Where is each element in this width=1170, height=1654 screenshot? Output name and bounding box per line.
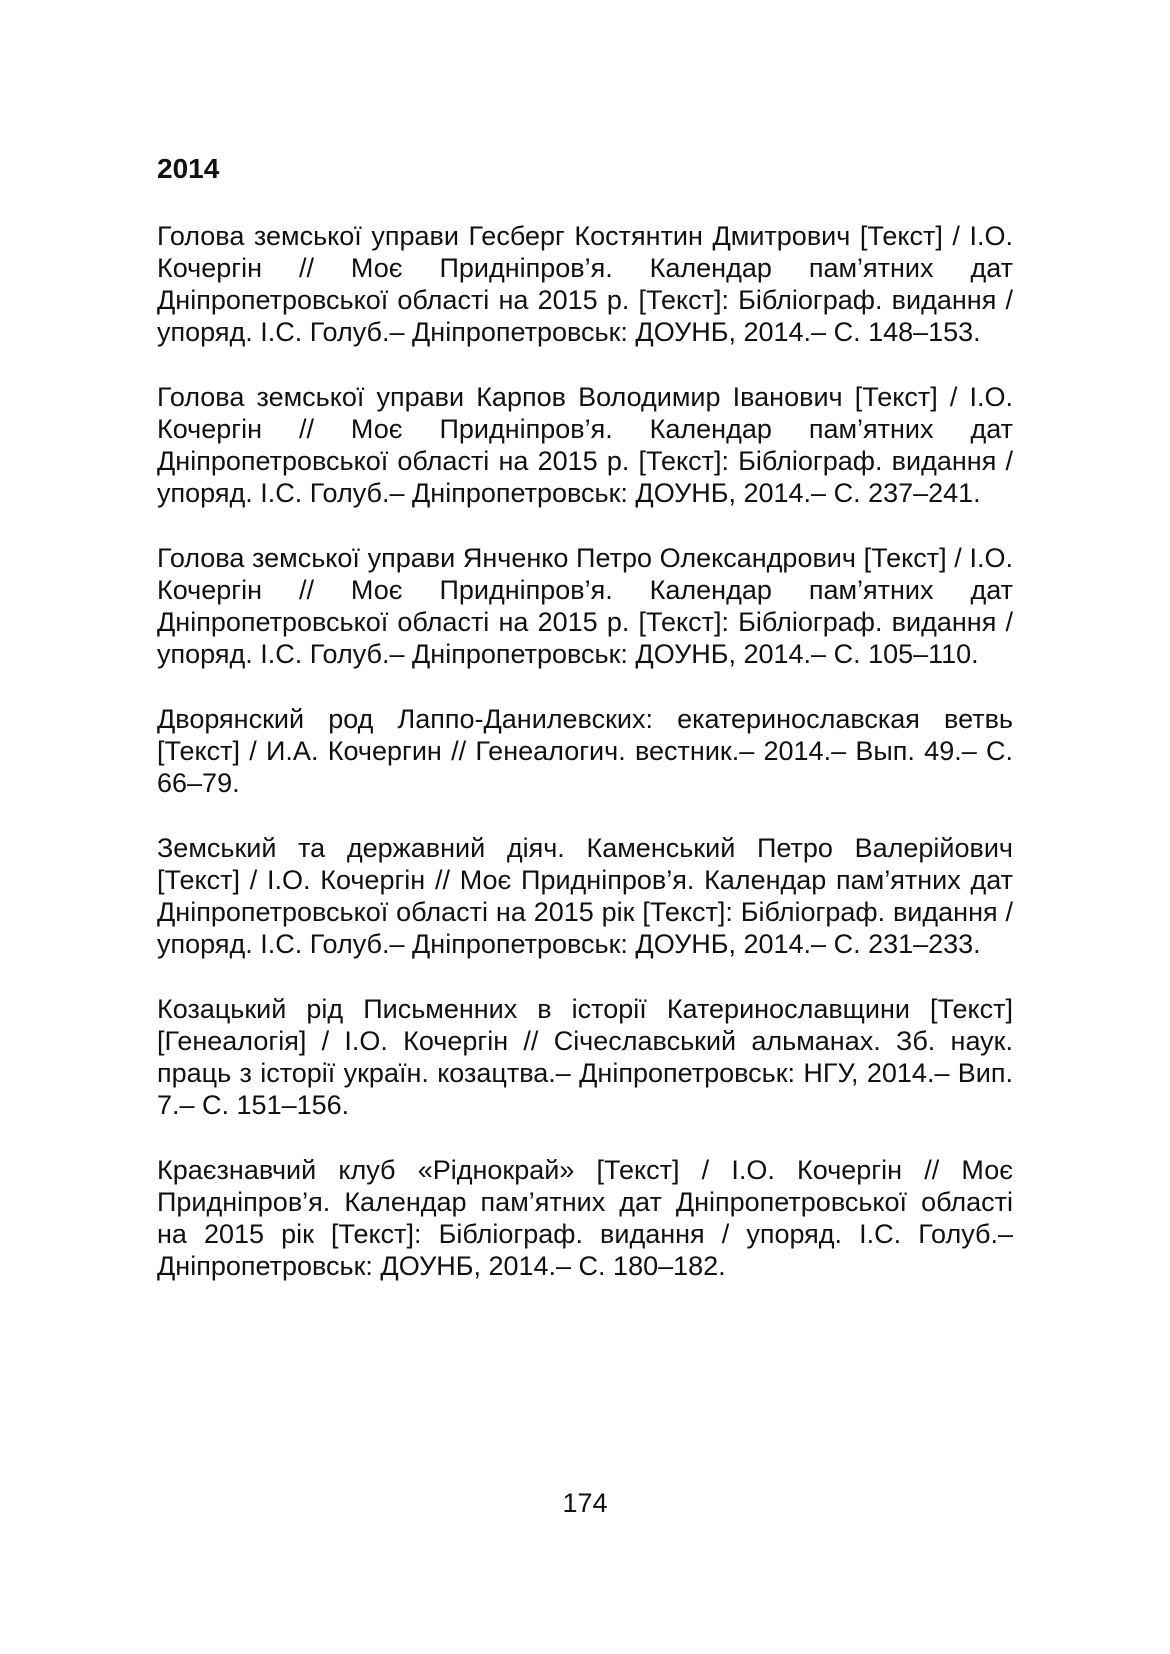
- bibliography-list: [157, 220, 1013, 1315]
- bibliography-entry: Голова земської управи Карпов Володимир Іванович [Текст] / І.О. Кочергін // Моє Придніпров’я. Календар пам’ятних дат Дніпропетровської області на 2015 р. [Текст]: Бібліограф. видання / упоряд. І.С. Голуб.– Дніпропетровськ: ДОУНБ, 2014.– С. 237–241.: [157, 382, 1013, 508]
- bibliography-entry: Краєзнавчий клуб «Ріднокрай» [Текст] / І.О. Кочергін // Моє Придніпров’я. Календар пам’ятних дат Дніпропетровської області на 2015 рік [Текст]: Бібліограф. видання / упоряд. І.С. Голуб.– Дніпропетровськ: ДОУНБ, 2014.– С. 180–182.: [157, 1155, 1013, 1281]
- bibliography-entry: Земський та державний діяч. Каменський Петро Валерійович [Текст] / І.О. Кочергін // Моє Придніпров’я. Календар пам’ятних дат Дніпропетровської області на 2015 рік [Текст]: Бібліограф. видання / упоряд. І.С. Голуб.– Дніпропетровськ: ДОУНБ, 2014.– С. 231–233.: [157, 833, 1013, 959]
- bibliography-entry: Голова земської управи Гесберг Костянтин Дмитрович [Текст] / І.О. Кочергін // Моє Придніпров’я. Календар пам’ятних дат Дніпропетровської області на 2015 р. [Текст]: Бібліограф. видання / упоряд. І.С. Голуб.– Дніпропетровськ: ДОУНБ, 2014.– С. 148–153.: [157, 221, 1013, 347]
- bibliography-entry: Голова земської управи Янченко Петро Олександрович [Текст] / І.О. Кочергін // Моє Придніпров’я. Календар пам’ятних дат Дніпропетровської області на 2015 р. [Текст]: Бібліограф. видання / упоряд. І.С. Голуб.– Дніпропетровськ: ДОУНБ, 2014.– С. 105–110.: [157, 543, 1013, 669]
- page-number: 174: [562, 1488, 608, 1518]
- year-heading: 2014: [157, 153, 220, 184]
- bibliography-entry: Козацький рід Письменних в історії Катеринославщини [Текст] [Генеалогія] / І.О. Кочергін // Січеславський альманах. Зб. наук. праць з історії україн. козацтва.– Дніпропетровськ: НГУ, 2014.– Вип. 7.– С. 151–156.: [157, 994, 1013, 1120]
- bibliography-entry: Дворянский род Лаппо-Данилевских: екатеринославская ветвь [Текст] / И.А. Кочергин // Генеалогич. вестник.– 2014.– Вып. 49.– С. 66–79.: [157, 704, 1013, 798]
